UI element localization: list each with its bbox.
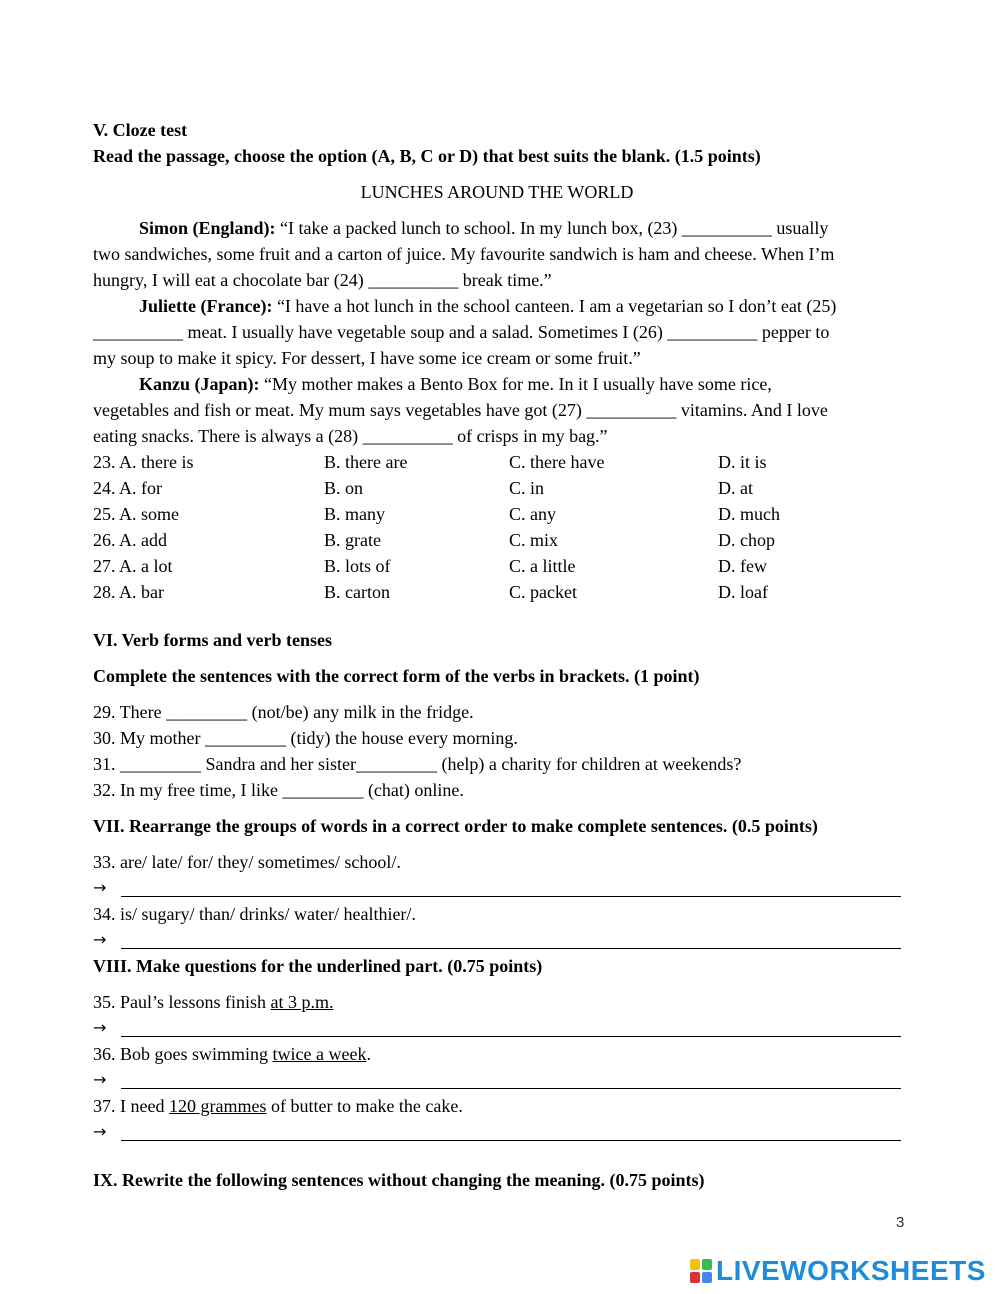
section-5-instruction: Read the passage, choose the option (A, B, C or D) that best suits the blank. (1.5 points) xyxy=(93,146,761,166)
option-b[interactable]: B. on xyxy=(324,478,364,498)
option-c[interactable]: C. any xyxy=(509,504,556,524)
section-7-title: VII. Rearrange the groups of words in a correct order to make complete sentences. (0.5 points) xyxy=(93,816,818,836)
options-row-23 xyxy=(93,449,901,475)
option-c[interactable]: C. mix xyxy=(509,530,559,550)
section-5-title: V. Cloze test xyxy=(93,120,188,140)
answer-rule[interactable] xyxy=(121,895,901,897)
answer-line-34[interactable] xyxy=(93,927,901,953)
question-36: 36. Bob goes swimming twice a week. xyxy=(93,1044,371,1064)
arrow-icon: → xyxy=(93,1018,107,1037)
section-6-title: VI. Verb forms and verb tenses xyxy=(93,630,333,650)
speaker-simon: Simon (England): xyxy=(139,218,276,238)
option-c[interactable]: C. packet xyxy=(509,582,577,602)
option-b[interactable]: B. lots of xyxy=(324,556,391,576)
passage-juliette-line-1: Juliette (France): “I have a hot lunch in the school canteen. I am a vegetarian so I don’t eat (25) xyxy=(139,296,837,316)
option-d[interactable]: D. chop xyxy=(718,530,775,550)
question-30: 30. My mother _________ (tidy) the house every morning. xyxy=(93,728,518,748)
options-row-25 xyxy=(93,501,901,527)
passage-title: LUNCHES AROUND THE WORLD xyxy=(360,182,634,202)
options-row-27 xyxy=(93,553,901,579)
passage-kanzu-line-3: eating snacks. There is always a (28) __________ of crisps in my bag.” xyxy=(93,426,608,446)
options-row-28 xyxy=(93,579,901,605)
arrow-icon: → xyxy=(93,1122,107,1141)
passage-kanzu-line-2: vegetables and fish or meat. My mum says vegetables have got (27) __________ vitamins. And I love xyxy=(93,400,828,420)
section-8-title: VIII. Make questions for the underlined part. (0.75 points) xyxy=(93,956,543,976)
option-a[interactable]: 23. A. there is xyxy=(93,452,194,472)
arrow-icon: → xyxy=(93,878,107,897)
option-a[interactable]: 24. A. for xyxy=(93,478,162,498)
logo-text: LIVEWORKSHEETS xyxy=(716,1255,986,1286)
section-6-instruction: Complete the sentences with the correct form of the verbs in brackets. (1 point) xyxy=(93,666,700,686)
underlined-part: 120 grammes xyxy=(168,1096,267,1116)
answer-rule[interactable] xyxy=(121,947,901,949)
worksheet-page xyxy=(93,117,901,1193)
answer-rule[interactable] xyxy=(121,1035,901,1037)
question-37: 37. I need 120 grammes of butter to make the cake. xyxy=(93,1096,463,1116)
passage-juliette-line-2: __________ meat. I usually have vegetable soup and a salad. Sometimes I (26) __________ pepper to xyxy=(93,322,830,342)
liveworksheets-icon xyxy=(690,1259,712,1283)
option-c[interactable]: C. in xyxy=(509,478,545,498)
answer-rule[interactable] xyxy=(121,1087,901,1089)
options-row-26 xyxy=(93,527,901,553)
option-b[interactable]: B. grate xyxy=(324,530,381,550)
page-number: 3 xyxy=(896,1214,905,1231)
option-a[interactable]: 26. A. add xyxy=(93,530,167,550)
option-b[interactable]: B. carton xyxy=(324,582,390,602)
answer-line-37[interactable] xyxy=(93,1119,901,1145)
option-b[interactable]: B. there are xyxy=(324,452,408,472)
question-35: 35. Paul’s lessons finish at 3 p.m. xyxy=(93,992,334,1012)
liveworksheets-logo[interactable] xyxy=(690,1256,986,1286)
option-d[interactable]: D. loaf xyxy=(718,582,768,602)
question-31: 31. _________ Sandra and her sister_________ (help) a charity for children at weekends? xyxy=(93,754,742,774)
question-34: 34. is/ sugary/ than/ drinks/ water/ healthier/. xyxy=(93,904,416,924)
option-c[interactable]: C. a little xyxy=(509,556,576,576)
speaker-kanzu: Kanzu (Japan): xyxy=(139,374,260,394)
question-33: 33. are/ late/ for/ they/ sometimes/ school/. xyxy=(93,852,401,872)
passage-simon-line-1: Simon (England): “I take a packed lunch to school. In my lunch box, (23) __________ usually xyxy=(139,218,829,238)
passage-juliette-line-3: my soup to make it spicy. For dessert, I have some ice cream or some fruit.” xyxy=(93,348,641,368)
passage-simon-line-3: hungry, I will eat a chocolate bar (24) __________ break time.” xyxy=(93,270,552,290)
option-b[interactable]: B. many xyxy=(324,504,385,524)
answer-rule[interactable] xyxy=(121,1139,901,1141)
question-29: 29. There _________ (not/be) any milk in the fridge. xyxy=(93,702,474,722)
passage-kanzu-line-1: Kanzu (Japan): “My mother makes a Bento Box for me. In it I usually have some rice, xyxy=(139,374,772,394)
section-9-title: IX. Rewrite the following sentences without changing the meaning. (0.75 points) xyxy=(93,1170,705,1190)
answer-line-36[interactable] xyxy=(93,1067,901,1093)
answer-line-33[interactable] xyxy=(93,875,901,901)
question-32: 32. In my free time, I like _________ (chat) online. xyxy=(93,780,464,800)
arrow-icon: → xyxy=(93,930,107,949)
option-d[interactable]: D. few xyxy=(718,556,767,576)
arrow-icon: → xyxy=(93,1070,107,1089)
option-d[interactable]: D. it is xyxy=(718,452,767,472)
option-d[interactable]: D. much xyxy=(718,504,780,524)
passage-simon-line-2: two sandwiches, some fruit and a carton of juice. My favourite sandwich is ham and cheese. When I’m xyxy=(93,244,835,264)
speaker-juliette: Juliette (France): xyxy=(139,296,273,316)
answer-line-35[interactable] xyxy=(93,1015,901,1041)
underlined-part: twice a week xyxy=(272,1044,367,1064)
option-a[interactable]: 25. A. some xyxy=(93,504,180,524)
option-d[interactable]: D. at xyxy=(718,478,753,498)
option-a[interactable]: 28. A. bar xyxy=(93,582,164,602)
option-a[interactable]: 27. A. a lot xyxy=(93,556,173,576)
options-row-24 xyxy=(93,475,901,501)
option-c[interactable]: C. there have xyxy=(509,452,605,472)
underlined-part: at 3 p.m. xyxy=(270,992,334,1012)
